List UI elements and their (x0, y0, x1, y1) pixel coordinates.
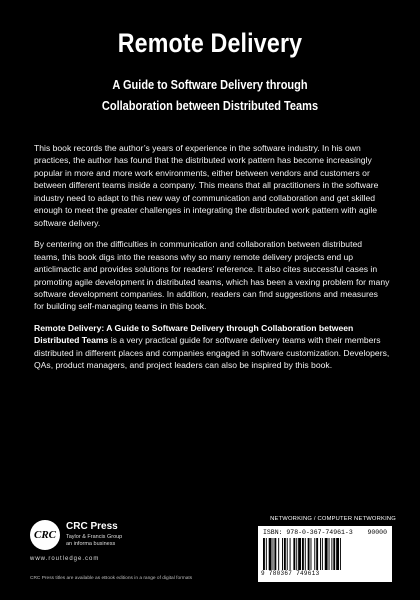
ebook-footnote: CRC Press titles are available as eBook editions in a range of digital formats (30, 576, 193, 581)
blurb-paragraph-3 (34, 322, 390, 372)
barcode-icon (263, 538, 387, 570)
blurb-book-title: Remote Delivery: A Guide to Software Delivery through Collaboration between Distributed Teams (34, 322, 354, 346)
publisher-logo (30, 520, 180, 560)
isbn-label: ISBN: 978-0-367-74961-3 (263, 529, 353, 536)
isbn-barcode (258, 526, 392, 582)
crc-logo-icon: CRC (30, 520, 60, 550)
publisher-name: CRC Press (66, 521, 118, 532)
subtitle-line-2: Collaboration between Distributed Teams (101, 99, 319, 113)
barcode-digits: 9 780367 749613 (261, 570, 320, 577)
blurb-paragraph-3-text: is a very practical guide for software delivery teams with their members distributed in different places and companies engaged in software customization. Developers, QAs, product managers, and project leaders can also be inspired by this book. (34, 335, 390, 371)
isbn-row (263, 529, 387, 537)
publisher-business: an informa business (66, 541, 116, 547)
price-code: 90000 (367, 529, 387, 536)
subject-category: NETWORKING / COMPUTER NETWORKING (270, 516, 396, 522)
blurb (34, 142, 390, 381)
publisher-website: www.routledge.com (30, 556, 100, 562)
book-title: Remote Delivery (117, 28, 303, 58)
book-subtitle (25, 75, 395, 117)
blurb-paragraph-1: This book records the author’s years of experience in the software industry. In his own practices, the author has found that the distributed work pattern has become increasingly popular in more and more work environments, either between vendors and customers or between different teams inside a company. This means that all practitioners in the software industry need to adapt to this new way of communication and collaboration and get skilled enough to meet the greater challenges in integrating the distributed work pattern with agile software delivery. (34, 143, 379, 228)
publisher-group: Taylor & Francis Group (66, 534, 123, 540)
blurb-paragraph-2: By centering on the difficulties in communication and collaboration between distributed teams, this book digs into the reasons why so many remote delivery projects end up anticlimactic and provides solutions for readers’ reference. It also cites successful cases in promoting agile development in distributed teams, which has been a vexing problem for many software development companies. In addition, readers can find suggestions and measures for building self-managing teams in this book. (34, 239, 390, 312)
subtitle-line-1: A Guide to Software Delivery through (112, 78, 308, 92)
